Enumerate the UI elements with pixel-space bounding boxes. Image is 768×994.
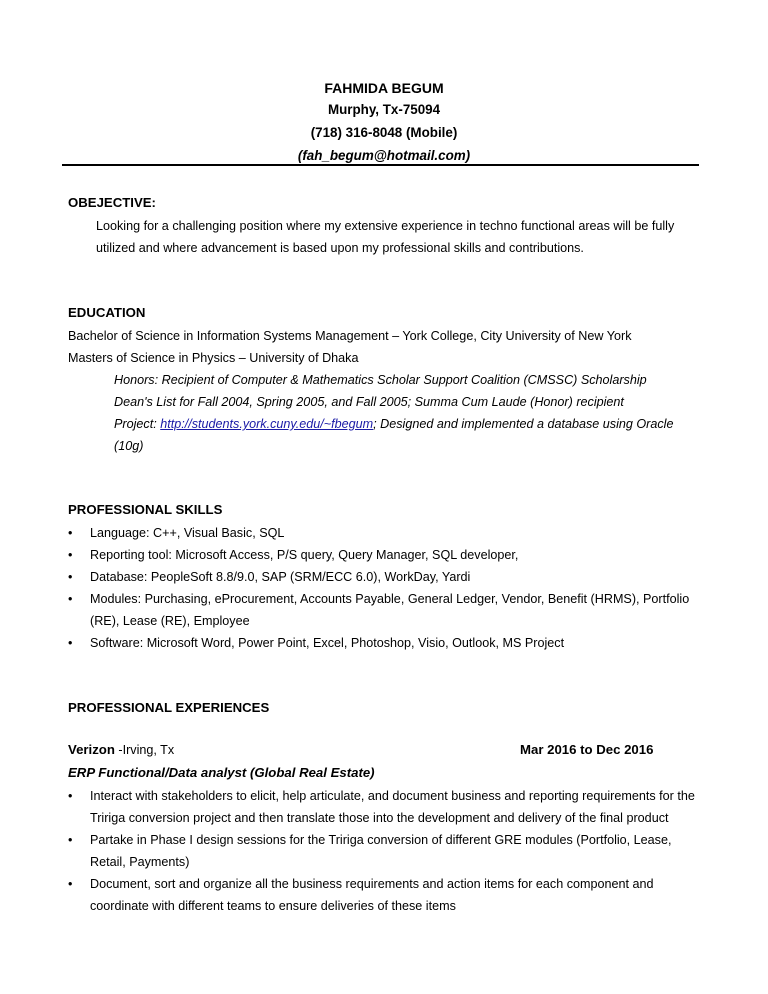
header-divider (62, 164, 699, 166)
honors-deans-list: Dean's List for Fall 2004, Spring 2005, and Fall 2005; Summa Cum Laude (Honor) recipient (114, 395, 624, 409)
skill-software: Software: Microsoft Word, Power Point, Excel, Photoshop, Visio, Outlook, MS Project (90, 636, 565, 650)
skills-heading: PROFESSIONAL SKILLS (68, 502, 223, 517)
candidate-phone: (718) 316-8048 (Mobile) (310, 125, 458, 140)
skill-language: Language: C++, Visual Basic, SQL (90, 526, 285, 540)
job-duty: Document, sort and organize all the business requirements and action items for each component and (90, 877, 654, 891)
project-link[interactable]: http://students.york.cuny.edu/~fbegum (160, 417, 374, 431)
bullet-marker: • (68, 877, 73, 891)
job-duty: Interact with stakeholders to elicit, help articulate, and document business and reporting requirements for the (90, 789, 695, 803)
company-name: Verizon (68, 742, 115, 757)
skill-reporting-tool: Reporting tool: Microsoft Access, P/S query, Query Manager, SQL developer, (90, 548, 519, 562)
job-duty-continued: Tririga conversion project and then translate those into the development and delivery of the final product (90, 811, 669, 825)
skill-modules: Modules: Purchasing, eProcurement, Accounts Payable, General Ledger, Vendor, Benefit (HRMS), Portfolio (90, 592, 690, 606)
candidate-email: (fah_begum@hotmail.com) (297, 148, 471, 163)
objective-line: utilized and where advancement is based upon my professional skills and contributions. (96, 241, 584, 255)
education-heading: EDUCATION (68, 305, 146, 320)
bullet-marker: • (68, 636, 73, 650)
skill-database: Database: PeopleSoft 8.8/9.0, SAP (SRM/ECC 6.0), WorkDay, Yardi (90, 570, 471, 584)
job-title: ERP Functional/Data analyst (Global Real Estate) (68, 765, 375, 780)
objective-line: Looking for a challenging position where my extensive experience in techno functional areas will be fully (96, 219, 675, 233)
degree-masters: Masters of Science in Physics – University of Dhaka (68, 351, 359, 365)
bullet-marker: • (68, 548, 73, 562)
project-line-continuation: (10g) (114, 439, 144, 453)
company-location: -Irving, Tx (114, 743, 175, 757)
project-prefix: Project: (114, 417, 161, 431)
job-duty: Partake in Phase I design sessions for the Tririga conversion of different GRE modules (Portfolio, Lease, (90, 833, 672, 847)
bullet-marker: • (68, 833, 73, 847)
experience-heading: PROFESSIONAL EXPERIENCES (68, 700, 270, 715)
job-dates: Mar 2016 to Dec 2016 (520, 742, 654, 757)
objective-heading: OBEJECTIVE: (68, 195, 156, 210)
job-duty-continued: Retail, Payments) (90, 855, 190, 869)
bullet-marker: • (68, 526, 73, 540)
job-company (68, 741, 174, 759)
project-description: ; Designed and implemented a database using Oracle (373, 417, 674, 431)
skill-modules-continued: (RE), Lease (RE), Employee (90, 614, 250, 628)
bullet-marker: • (68, 570, 73, 584)
candidate-name: FAHMIDA BEGUM (324, 80, 444, 96)
candidate-address: Murphy, Tx-75094 (327, 102, 441, 117)
degree-bachelor: Bachelor of Science in Information Systems Management – York College, City University of New York (68, 329, 632, 343)
project-line (114, 415, 673, 433)
job-duty-continued: coordinate with different teams to ensure deliveries of these items (90, 899, 456, 913)
bullet-marker: • (68, 789, 73, 803)
bullet-marker: • (68, 592, 73, 606)
honors-scholarship: Honors: Recipient of Computer & Mathematics Scholar Support Coalition (CMSSC) Scholarship (114, 373, 647, 387)
